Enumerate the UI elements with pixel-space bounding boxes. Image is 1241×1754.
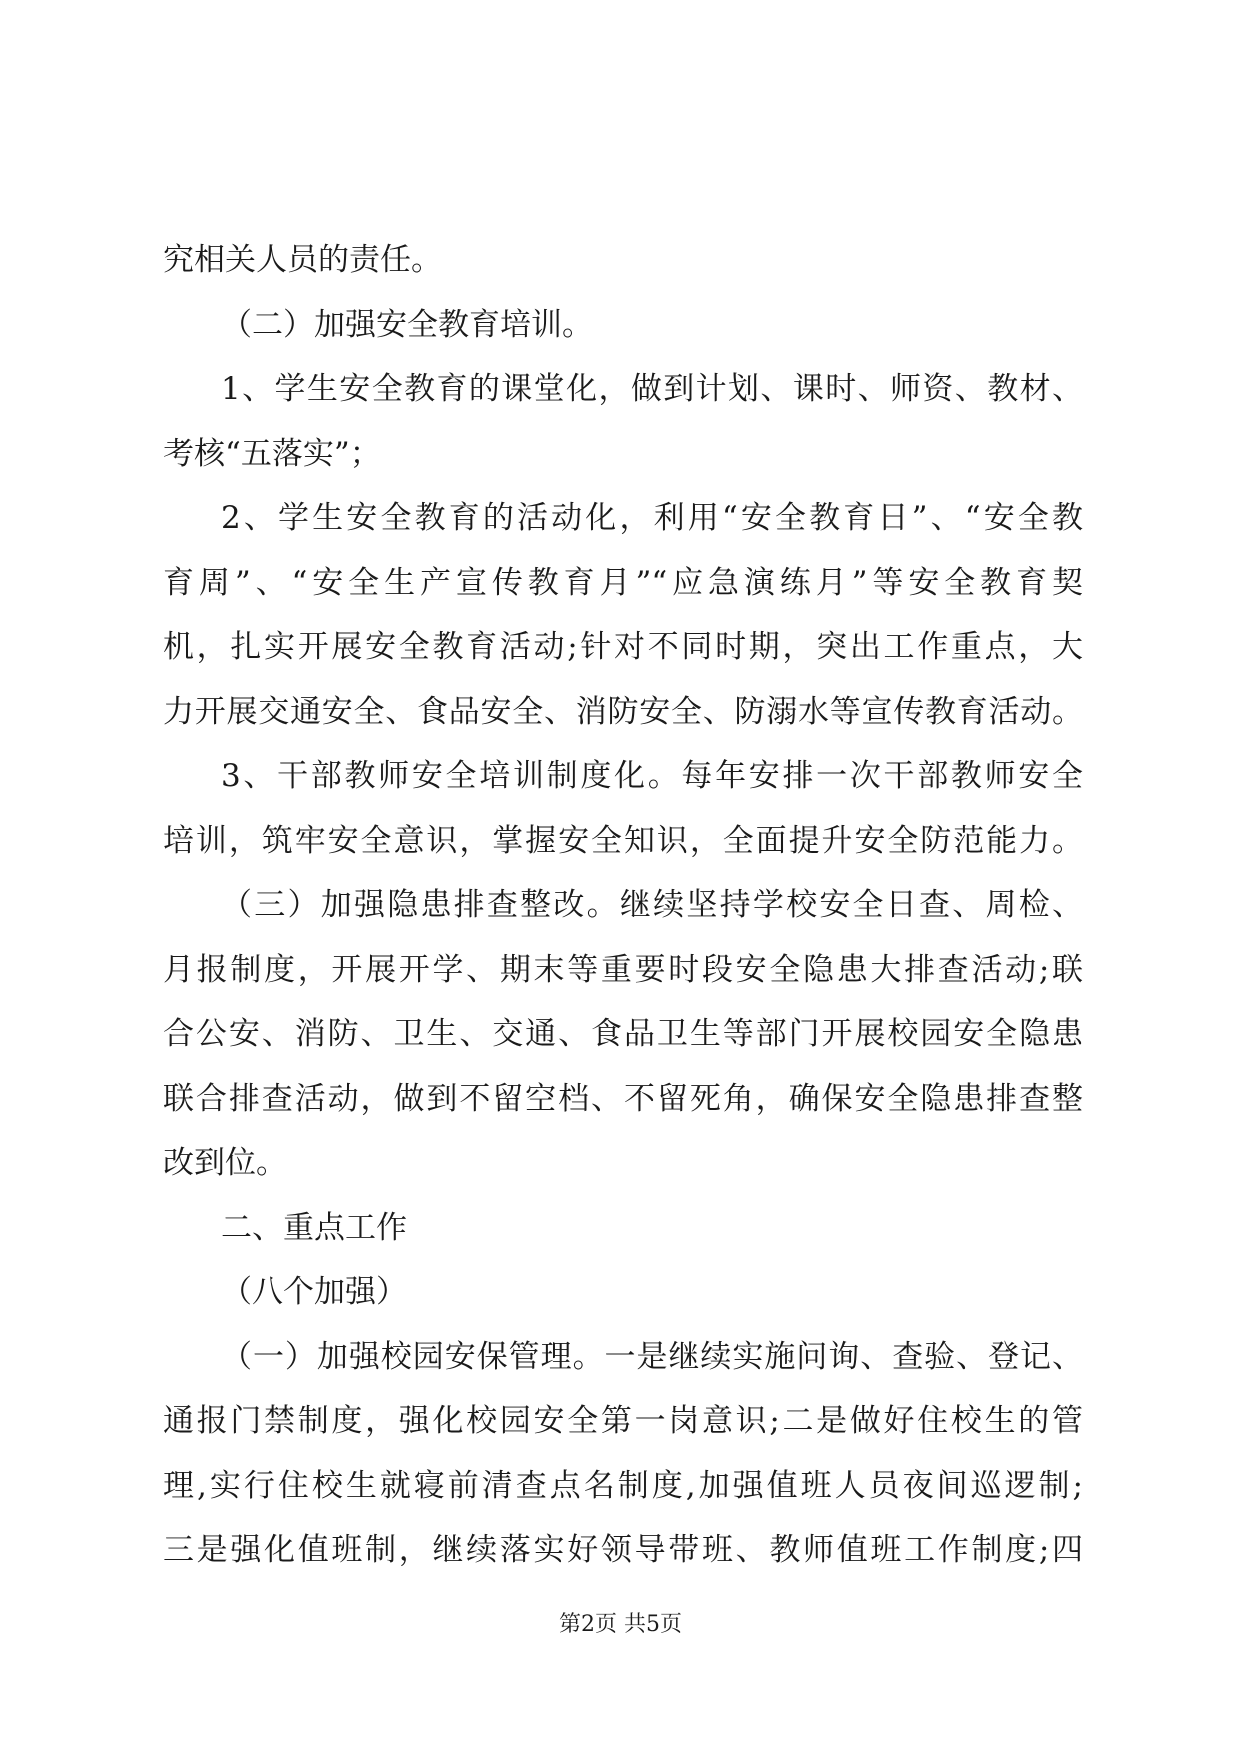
text-line: 联合排查活动，做到不留空档、不留死角，确保安全隐患排查整 xyxy=(163,1080,1083,1117)
text-line: 三是强化值班制，继续落实好领导带班、教师值班工作制度;四 xyxy=(163,1532,1083,1568)
text-line: 1、学生安全教育的课堂化，做到计划、课时、师资、教材、 xyxy=(221,371,1083,407)
section-heading: 二、重点工作 xyxy=(221,1209,407,1246)
text-line: 2、学生安全教育的活动化，利用“安全教育日”、“安全教 xyxy=(221,500,1083,536)
text-line: （一）加强校园安保管理。一是继续实施问询、查验、登记、 xyxy=(221,1338,1083,1375)
text-line: 机，扎实开展安全教育活动;针对不同时期，突出工作重点，大 xyxy=(163,629,1083,665)
section-subheading: （八个加强） xyxy=(221,1274,407,1310)
text-line: 培训，筑牢安全意识，掌握安全知识，全面提升安全防范能力。 xyxy=(163,822,1083,859)
text-line: 月报制度，开展开学、期末等重要时段安全隐患大排查活动;联 xyxy=(163,951,1083,988)
page-number-footer: 第2页 共5页 xyxy=(559,1612,682,1637)
text-line: 考核“五落实”； xyxy=(163,435,381,472)
body-text xyxy=(163,228,1083,1583)
section-heading: （二）加强安全教育培训。 xyxy=(221,306,593,343)
text-line: 育周”、“安全生产宣传教育月”“应急演练月”等安全教育契 xyxy=(163,564,1083,601)
text-line: 通报门禁制度，强化校园安全第一岗意识;二是做好住校生的管 xyxy=(163,1403,1083,1439)
text-line: 理,实行住校生就寝前清查点名制度,加强值班人员夜间巡逻制; xyxy=(163,1467,1083,1504)
text-line: 合公安、消防、卫生、交通、食品卫生等部门开展校园安全隐患 xyxy=(163,1016,1083,1052)
text-line: 力开展交通安全、食品安全、消防安全、防溺水等宣传教育活动。 xyxy=(163,693,1083,730)
text-line: （三）加强隐患排查整改。继续坚持学校安全日查、周检、 xyxy=(221,887,1083,923)
text-line: 改到位。 xyxy=(163,1145,287,1181)
text-line: 3、干部教师安全培训制度化。每年安排一次干部教师安全 xyxy=(221,758,1083,794)
text-line: 究相关人员的责任。 xyxy=(163,242,442,278)
